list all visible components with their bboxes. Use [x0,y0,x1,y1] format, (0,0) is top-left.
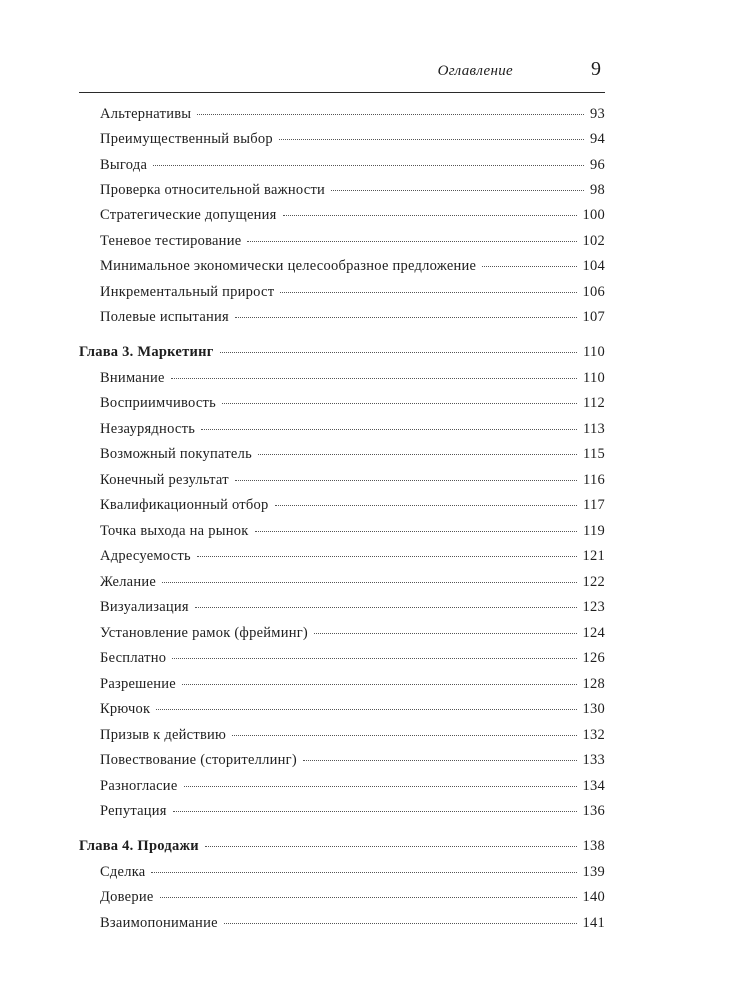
toc-entry-label: Возможный покупатель [100,446,252,462]
dot-leader [232,735,576,736]
toc-entry-label: Визуализация [100,599,189,615]
toc-entry [79,182,605,204]
toc-entry-page: 134 [582,778,605,794]
toc-entry-page: 141 [582,915,605,931]
dot-leader [197,114,584,115]
toc-entry [79,574,605,596]
toc-entry-label: Сделка [100,864,146,880]
toc-entry [79,752,605,774]
toc-chapter-label: Глава 3. Маркетинг [79,344,214,360]
toc-entry-page: 122 [582,574,605,590]
toc-entry [79,599,605,621]
toc-entry-label: Бесплатно [100,650,167,666]
toc-entry-label: Полевые испытания [100,309,229,325]
toc-entry-page: 133 [582,752,605,768]
toc-entry-page: 136 [582,803,605,819]
toc-entry [79,727,605,749]
dot-leader [314,633,577,634]
dot-leader [247,241,576,242]
toc-entry-page: 93 [590,106,605,122]
toc-entry [79,157,605,179]
toc-entry [79,701,605,723]
toc-entry-label: Призыв к действию [100,727,227,743]
dot-leader [303,760,577,761]
toc-entry [79,650,605,672]
toc-entry [79,131,605,153]
dot-leader [482,266,576,267]
toc-entry-page: 96 [590,157,605,173]
toc-entry-page: 102 [582,233,605,249]
toc-entry-page: 138 [582,838,605,854]
dot-leader [156,709,576,710]
dot-leader [173,811,577,812]
toc-entry-page: 110 [583,370,605,386]
toc-entry [79,864,605,886]
toc-entry-label: Разрешение [100,676,176,692]
toc-entry-page: 110 [583,344,605,360]
dot-leader [258,454,577,455]
toc-entry-page: 106 [582,284,605,300]
toc-entry-label: Стратегические допущения [100,207,277,223]
toc-entry-page: 139 [582,864,605,880]
toc-entry-label: Доверие [100,889,154,905]
toc-entry [79,497,605,519]
toc-entry-label: Проверка относительной важности [100,182,326,198]
toc-entry [79,421,605,443]
toc-entry-page: 107 [582,309,605,325]
toc-entry-page: 126 [582,650,605,666]
running-header [79,58,605,93]
toc-entry-page: 123 [582,599,605,615]
toc-entry [79,446,605,468]
toc-entry [79,625,605,647]
dot-leader [222,403,577,404]
toc-entry-label: Квалификационный отбор [100,497,269,513]
toc-chapter-label: Глава 4. Продажи [79,838,199,854]
toc-entry-page: 100 [582,207,605,223]
dot-leader [160,897,577,898]
dot-leader [280,292,576,293]
toc-entry [79,395,605,417]
toc-entry-label: Установление рамок (фрейминг) [100,625,308,641]
toc-entry-label: Минимальное экономически целесообразное предложение [100,258,477,274]
toc-entry-page: 132 [582,727,605,743]
toc-entry [79,803,605,825]
dot-leader [220,352,578,353]
dot-leader [235,317,577,318]
toc-entry [79,207,605,229]
toc-entry-page: 98 [590,182,605,198]
toc-entry [79,106,605,128]
dot-leader [153,165,584,166]
dot-leader [182,684,577,685]
toc-entry-page: 128 [582,676,605,692]
dot-leader [279,139,584,140]
dot-leader [151,872,576,873]
toc-entry-page: 112 [583,395,605,411]
dot-leader [184,786,577,787]
toc-entry-label: Теневое тестирование [100,233,242,249]
toc-entry-page: 124 [582,625,605,641]
toc-entry-page: 94 [590,131,605,147]
toc-entry [79,915,605,937]
toc-chapter-entry [79,838,605,860]
toc-entry-label: Взаимопонимание [100,915,218,931]
toc-entry [79,889,605,911]
toc-chapter-entry [79,344,605,366]
toc-entry [79,284,605,306]
toc-entry-label: Внимание [100,370,165,386]
toc-entry-label: Повествование (сторителлинг) [100,752,297,768]
toc-entry-label: Альтернативы [100,106,192,122]
toc-entry [79,258,605,280]
toc-entry-page: 119 [583,523,605,539]
toc-entry-label: Желание [100,574,157,590]
dot-leader [275,505,578,506]
toc-entry-label: Точка выхода на рынок [100,523,249,539]
toc-entry-label: Разногласие [100,778,178,794]
toc-entry-label: Преимущественный выбор [100,131,273,147]
dot-leader [162,582,576,583]
toc-entry-page: 116 [583,472,605,488]
toc-entry [79,778,605,800]
toc-entry-page: 130 [582,701,605,717]
toc-entry-label: Восприимчивость [100,395,216,411]
dot-leader [172,658,576,659]
toc-entry-label: Инкрементальный прирост [100,284,275,300]
toc-entry-page: 115 [583,446,605,462]
toc-entry-page: 117 [583,497,605,513]
page-number: 9 [591,58,601,80]
toc-entry [79,309,605,331]
toc-entry [79,370,605,392]
toc-entry-label: Крючок [100,701,151,717]
toc-entry-label: Адресуемость [100,548,191,564]
dot-leader [195,607,577,608]
toc-entry-page: 113 [583,421,605,437]
toc-entry-page: 104 [582,258,605,274]
dot-leader [283,215,577,216]
toc-entry-page: 140 [582,889,605,905]
toc-entry-label: Репутация [100,803,167,819]
dot-leader [255,531,578,532]
dot-leader [205,846,577,847]
dot-leader [171,378,577,379]
dot-leader [331,190,584,191]
dot-leader [201,429,577,430]
dot-leader [197,556,577,557]
toc-entry-label: Выгода [100,157,148,173]
running-header-title: Оглавление [437,63,513,79]
toc-entry [79,233,605,255]
toc-entry [79,472,605,494]
toc-entry-label: Конечный результат [100,472,229,488]
toc-entry [79,523,605,545]
dot-leader [235,480,577,481]
toc-entry [79,548,605,570]
toc-entry [79,676,605,698]
toc-entry-page: 121 [582,548,605,564]
toc-entry-label: Незаурядность [100,421,196,437]
dot-leader [224,923,577,924]
